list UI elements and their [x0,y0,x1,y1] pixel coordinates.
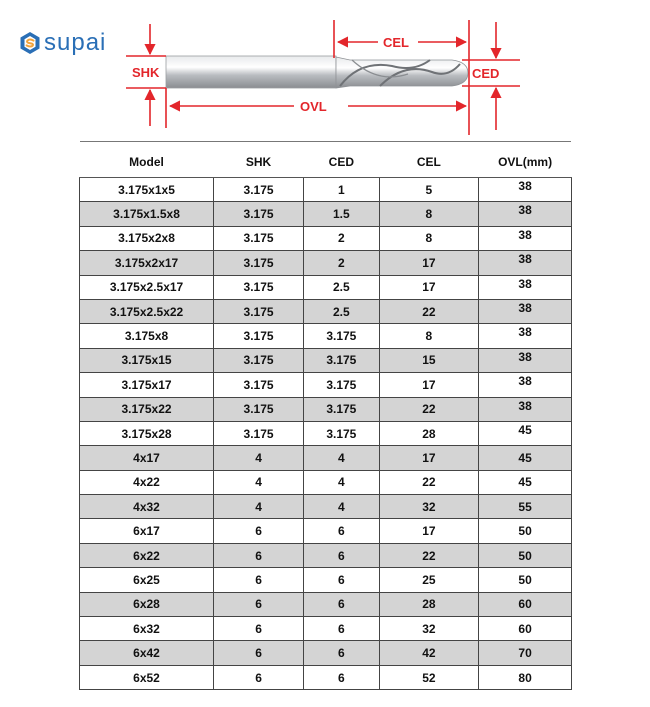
table-row [80,251,572,275]
table-row [80,495,572,519]
cell-ovl: 50 [479,568,572,592]
cell-model: 3.175x28 [80,421,214,445]
cell-cel: 28 [379,592,479,616]
cell-ced: 2.5 [304,299,380,323]
cell-ced: 3.175 [304,348,380,372]
cell-ced: 6 [304,543,380,567]
cell-ovl: 70 [479,641,572,665]
spec-table [79,147,572,690]
table-row [80,397,572,421]
cell-ovl: 38 [479,348,572,372]
cell-shk: 3.175 [214,421,304,445]
cell-ovl: 80 [479,665,572,689]
cell-shk: 6 [214,641,304,665]
cell-ovl: 38 [479,275,572,299]
cell-model: 3.175x8 [80,324,214,348]
shk-label: SHK [132,65,160,80]
logo-text: supai [44,29,107,56]
table-header-row [80,147,572,178]
cell-model: 4x17 [80,446,214,470]
cell-shk: 3.175 [214,299,304,323]
cell-ced: 2 [304,226,380,250]
cell-shk: 6 [214,519,304,543]
cell-model: 3.175x1.5x8 [80,202,214,226]
cell-cel: 8 [379,324,479,348]
table-row [80,202,572,226]
cell-ovl: 55 [479,495,572,519]
cell-model: 3.175x2.5x22 [80,299,214,323]
col-header-ovl: OVL(mm) [479,147,572,178]
table-row [80,543,572,567]
cell-shk: 3.175 [214,373,304,397]
cell-ovl: 50 [479,519,572,543]
cell-cel: 17 [379,251,479,275]
table-row [80,421,572,445]
table-row [80,519,572,543]
cell-model: 3.175x22 [80,397,214,421]
end-mill-illustration [166,56,468,88]
table-row [80,324,572,348]
cell-model: 6x42 [80,641,214,665]
cell-ced: 2 [304,251,380,275]
cell-ced: 4 [304,446,380,470]
tool-diagram [0,0,650,140]
cell-cel: 52 [379,665,479,689]
cell-shk: 3.175 [214,348,304,372]
cell-cel: 42 [379,641,479,665]
cell-cel: 32 [379,617,479,641]
cell-ced: 1 [304,178,380,202]
cell-cel: 17 [379,519,479,543]
cell-shk: 4 [214,446,304,470]
cell-shk: 3.175 [214,397,304,421]
cell-shk: 3.175 [214,275,304,299]
cell-model: 6x28 [80,592,214,616]
cell-model: 3.175x2.5x17 [80,275,214,299]
cell-ovl: 60 [479,617,572,641]
table-row [80,226,572,250]
table-row [80,275,572,299]
table-row [80,446,572,470]
cell-cel: 5 [379,178,479,202]
cell-model: 3.175x15 [80,348,214,372]
cell-ced: 3.175 [304,373,380,397]
cell-cel: 17 [379,373,479,397]
cell-shk: 6 [214,543,304,567]
cell-shk: 3.175 [214,226,304,250]
cell-ovl: 45 [479,446,572,470]
cell-shk: 6 [214,617,304,641]
table-row [80,641,572,665]
cell-cel: 22 [379,470,479,494]
cell-ced: 4 [304,495,380,519]
cell-shk: 3.175 [214,202,304,226]
cell-ovl: 38 [479,373,572,397]
cell-shk: 3.175 [214,251,304,275]
cell-model: 6x17 [80,519,214,543]
ced-label: CED [472,66,500,81]
table-row [80,665,572,689]
cell-cel: 25 [379,568,479,592]
cell-ovl: 38 [479,397,572,421]
cell-ced: 1.5 [304,202,380,226]
cell-ced: 6 [304,592,380,616]
table-row [80,568,572,592]
cell-model: 6x52 [80,665,214,689]
cell-cel: 28 [379,421,479,445]
cell-ovl: 38 [479,226,572,250]
cell-ced: 4 [304,470,380,494]
col-header-cel: CEL [379,147,479,178]
table-body [80,178,572,690]
cell-ced: 3.175 [304,324,380,348]
cell-shk: 3.175 [214,178,304,202]
cell-shk: 4 [214,470,304,494]
cell-shk: 6 [214,665,304,689]
cell-ovl: 38 [479,178,572,202]
cell-cel: 22 [379,543,479,567]
cell-ced: 6 [304,641,380,665]
cell-shk: 6 [214,592,304,616]
table-row [80,617,572,641]
cell-ovl: 38 [479,202,572,226]
cell-model: 3.175x2x17 [80,251,214,275]
cell-ced: 3.175 [304,397,380,421]
cell-ced: 6 [304,568,380,592]
cell-cel: 22 [379,299,479,323]
cell-shk: 6 [214,568,304,592]
cell-ovl: 45 [479,470,572,494]
cell-cel: 17 [379,275,479,299]
cell-ced: 2.5 [304,275,380,299]
col-header-ced: CED [304,147,380,178]
cell-ced: 3.175 [304,421,380,445]
cell-ced: 6 [304,519,380,543]
cell-ovl: 45 [479,421,572,445]
cell-model: 3.175x2x8 [80,226,214,250]
cell-cel: 8 [379,226,479,250]
cell-model: 4x32 [80,495,214,519]
ovl-label: OVL [300,99,327,114]
cell-cel: 22 [379,397,479,421]
cell-ced: 6 [304,617,380,641]
cell-shk: 3.175 [214,324,304,348]
cell-ovl: 38 [479,324,572,348]
cell-ced: 6 [304,665,380,689]
table-row [80,592,572,616]
table-row [80,373,572,397]
col-header-model: Model [80,147,214,178]
cell-model: 6x32 [80,617,214,641]
cel-label: CEL [383,35,409,50]
cell-model: 3.175x1x5 [80,178,214,202]
header-divider [80,141,571,142]
cell-cel: 17 [379,446,479,470]
cell-cel: 32 [379,495,479,519]
cell-model: 6x25 [80,568,214,592]
table-row [80,299,572,323]
col-header-shk: SHK [214,147,304,178]
cell-ovl: 50 [479,543,572,567]
cell-cel: 15 [379,348,479,372]
cell-ovl: 60 [479,592,572,616]
cell-shk: 4 [214,495,304,519]
cell-ovl: 38 [479,299,572,323]
cell-model: 3.175x17 [80,373,214,397]
cell-model: 6x22 [80,543,214,567]
table-row [80,178,572,202]
table-row [80,470,572,494]
cell-model: 4x22 [80,470,214,494]
cell-ovl: 38 [479,251,572,275]
cell-cel: 8 [379,202,479,226]
table-row [80,348,572,372]
